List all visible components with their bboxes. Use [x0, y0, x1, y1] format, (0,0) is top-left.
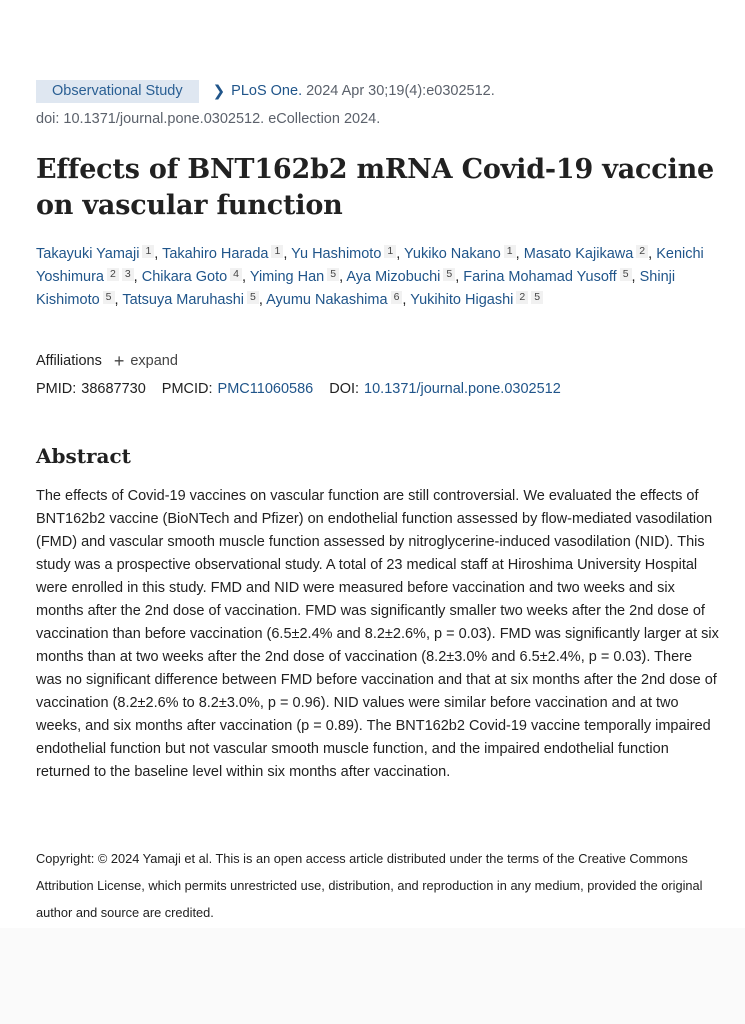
author-list: Takayuki Yamaji 1 , Takahiro Harada 1 , Yu Hashimoto 1 , Yukiko Nakano 1 , Masato Kajikawa 2 , Kenichi Yoshimura 2 3 , Chikara Goto 4 , Yiming Han 5 , Aya Mizobuchi 5 , Farina Mohamad Yusoff 5 , Shinji Kishimoto 5 , Tatsuya Maruhashi 5 , Ayumu Nakashima 6 , Yukihito Higashi 2 5 — [36, 245, 704, 308]
affiliation-marker[interactable]: 1 — [504, 245, 516, 258]
affiliation-marker[interactable]: 5 — [443, 268, 455, 281]
affiliation-marker[interactable]: 2 — [516, 291, 528, 304]
publication-type-badge: Observational Study — [36, 80, 199, 103]
plus-icon[interactable]: + — [113, 351, 125, 371]
citation-text: 2024 Apr 30;19(4):e0302512. — [306, 83, 495, 99]
pmcid-link[interactable]: PMC11060586 — [217, 381, 314, 397]
author-link[interactable]: Yiming Han — [249, 269, 325, 285]
affiliation-marker[interactable]: 5 — [531, 291, 543, 304]
affiliation-marker[interactable]: 1 — [384, 245, 396, 258]
affiliation-marker[interactable]: 5 — [247, 291, 259, 304]
copyright-notice: Copyright: © 2024 Yamaji et al. This is an open access article distributed under the terms of the Creative Commons Attribution License, which permits unrestricted use, distribution, and reproduction in any medium, provided the original author and source are credited. — [36, 851, 703, 920]
affiliation-marker[interactable]: 2 — [107, 268, 119, 281]
author-link[interactable]: Kenichi Yoshimura — [36, 246, 704, 285]
affiliation-marker[interactable]: 5 — [103, 291, 115, 304]
affiliation-marker[interactable]: 1 — [271, 245, 283, 258]
pmcid-label: PMCID: — [161, 381, 213, 397]
author-link[interactable]: Masato Kajikawa — [523, 246, 634, 262]
article-title: Effects of BNT162b2 mRNA Covid-19 vaccine on vascular function — [36, 154, 715, 221]
affiliation-marker[interactable]: 6 — [391, 291, 403, 304]
citation-meta — [36, 79, 726, 129]
author-link[interactable]: Farina Mohamad Yusoff — [463, 269, 617, 285]
affiliations-label: Affiliations — [36, 353, 102, 369]
author-link[interactable]: Chikara Goto — [141, 269, 228, 285]
identifier-row — [36, 381, 561, 397]
footer-band — [0, 928, 745, 1024]
expand-button[interactable]: expand — [130, 353, 178, 369]
chevron-right-icon[interactable]: ❯ — [212, 83, 226, 100]
journal-link[interactable]: PLoS One. — [231, 83, 303, 99]
affiliation-marker[interactable]: 5 — [620, 268, 632, 281]
pmid-value: 38687730 — [81, 381, 146, 397]
affiliation-marker[interactable]: 2 — [636, 245, 648, 258]
author-link[interactable]: Takahiro Harada — [162, 246, 269, 262]
affiliation-marker[interactable]: 5 — [327, 268, 339, 281]
author-link[interactable]: Yukihito Higashi — [410, 292, 514, 308]
author-link[interactable]: Aya Mizobuchi — [346, 269, 441, 285]
affiliation-marker[interactable]: 4 — [230, 268, 242, 281]
author-link[interactable]: Tatsuya Maruhashi — [122, 292, 245, 308]
author-link[interactable]: Yu Hashimoto — [291, 246, 382, 262]
affiliations-toggle[interactable] — [36, 352, 178, 370]
doi-link[interactable]: 10.1371/journal.pone.0302512 — [364, 381, 561, 397]
affiliation-marker[interactable]: 3 — [122, 268, 134, 281]
affiliation-marker[interactable]: 1 — [142, 245, 154, 258]
abstract-text: The effects of Covid-19 vaccines on vascular function are still controversial. We evaluated the effects of BNT162b2 vaccine (BioNTech and Pfizer) on endothelial function assessed by flow-mediated vasodilation (FMD) and vascular smooth muscle function assessed by nitroglycerine-induced vasodilation (NID). This study was a prospective observational study. A total of 23 medical staff at Hiroshima University Hospital were enrolled in this study. FMD and NID were measured before vaccination and two weeks and six months after the 2nd dose of vaccination. FMD was significantly smaller two weeks after the 2nd dose of vaccination than before vaccination (6.5±2.4% and 8.2±2.6%, p = 0.03). FMD was significantly larger at six months than at two weeks after the 2nd dose of vaccination (8.2±3.0% and 6.5±2.4%, p = 0.03). There was no significant difference between FMD before vaccination and that at six months after the 2nd dose of vaccination (8.2±2.6% to 8.2±3.0%, p = 0.96). NID values were similar before vaccination and at two weeks, and six months after vaccination (p = 0.89). The BNT162b2 Covid-19 vaccine temporally impaired endothelial function but not vascular smooth muscle function, and the impaired endothelial function returned to the baseline level within six months after vaccination. — [36, 488, 719, 780]
abstract-heading: Abstract — [36, 444, 131, 468]
pmid-label: PMID: — [36, 381, 77, 397]
citation-row — [36, 79, 726, 103]
author-link[interactable]: Shinji Kishimoto — [36, 269, 676, 308]
author-link[interactable]: Ayumu Nakashima — [266, 292, 388, 308]
doi-line: doi: 10.1371/journal.pone.0302512. eCollection 2024. — [36, 111, 381, 127]
author-link[interactable]: Yukiko Nakano — [404, 246, 501, 262]
author-link[interactable]: Takayuki Yamaji — [36, 246, 140, 262]
doi-label: DOI: — [329, 381, 360, 397]
